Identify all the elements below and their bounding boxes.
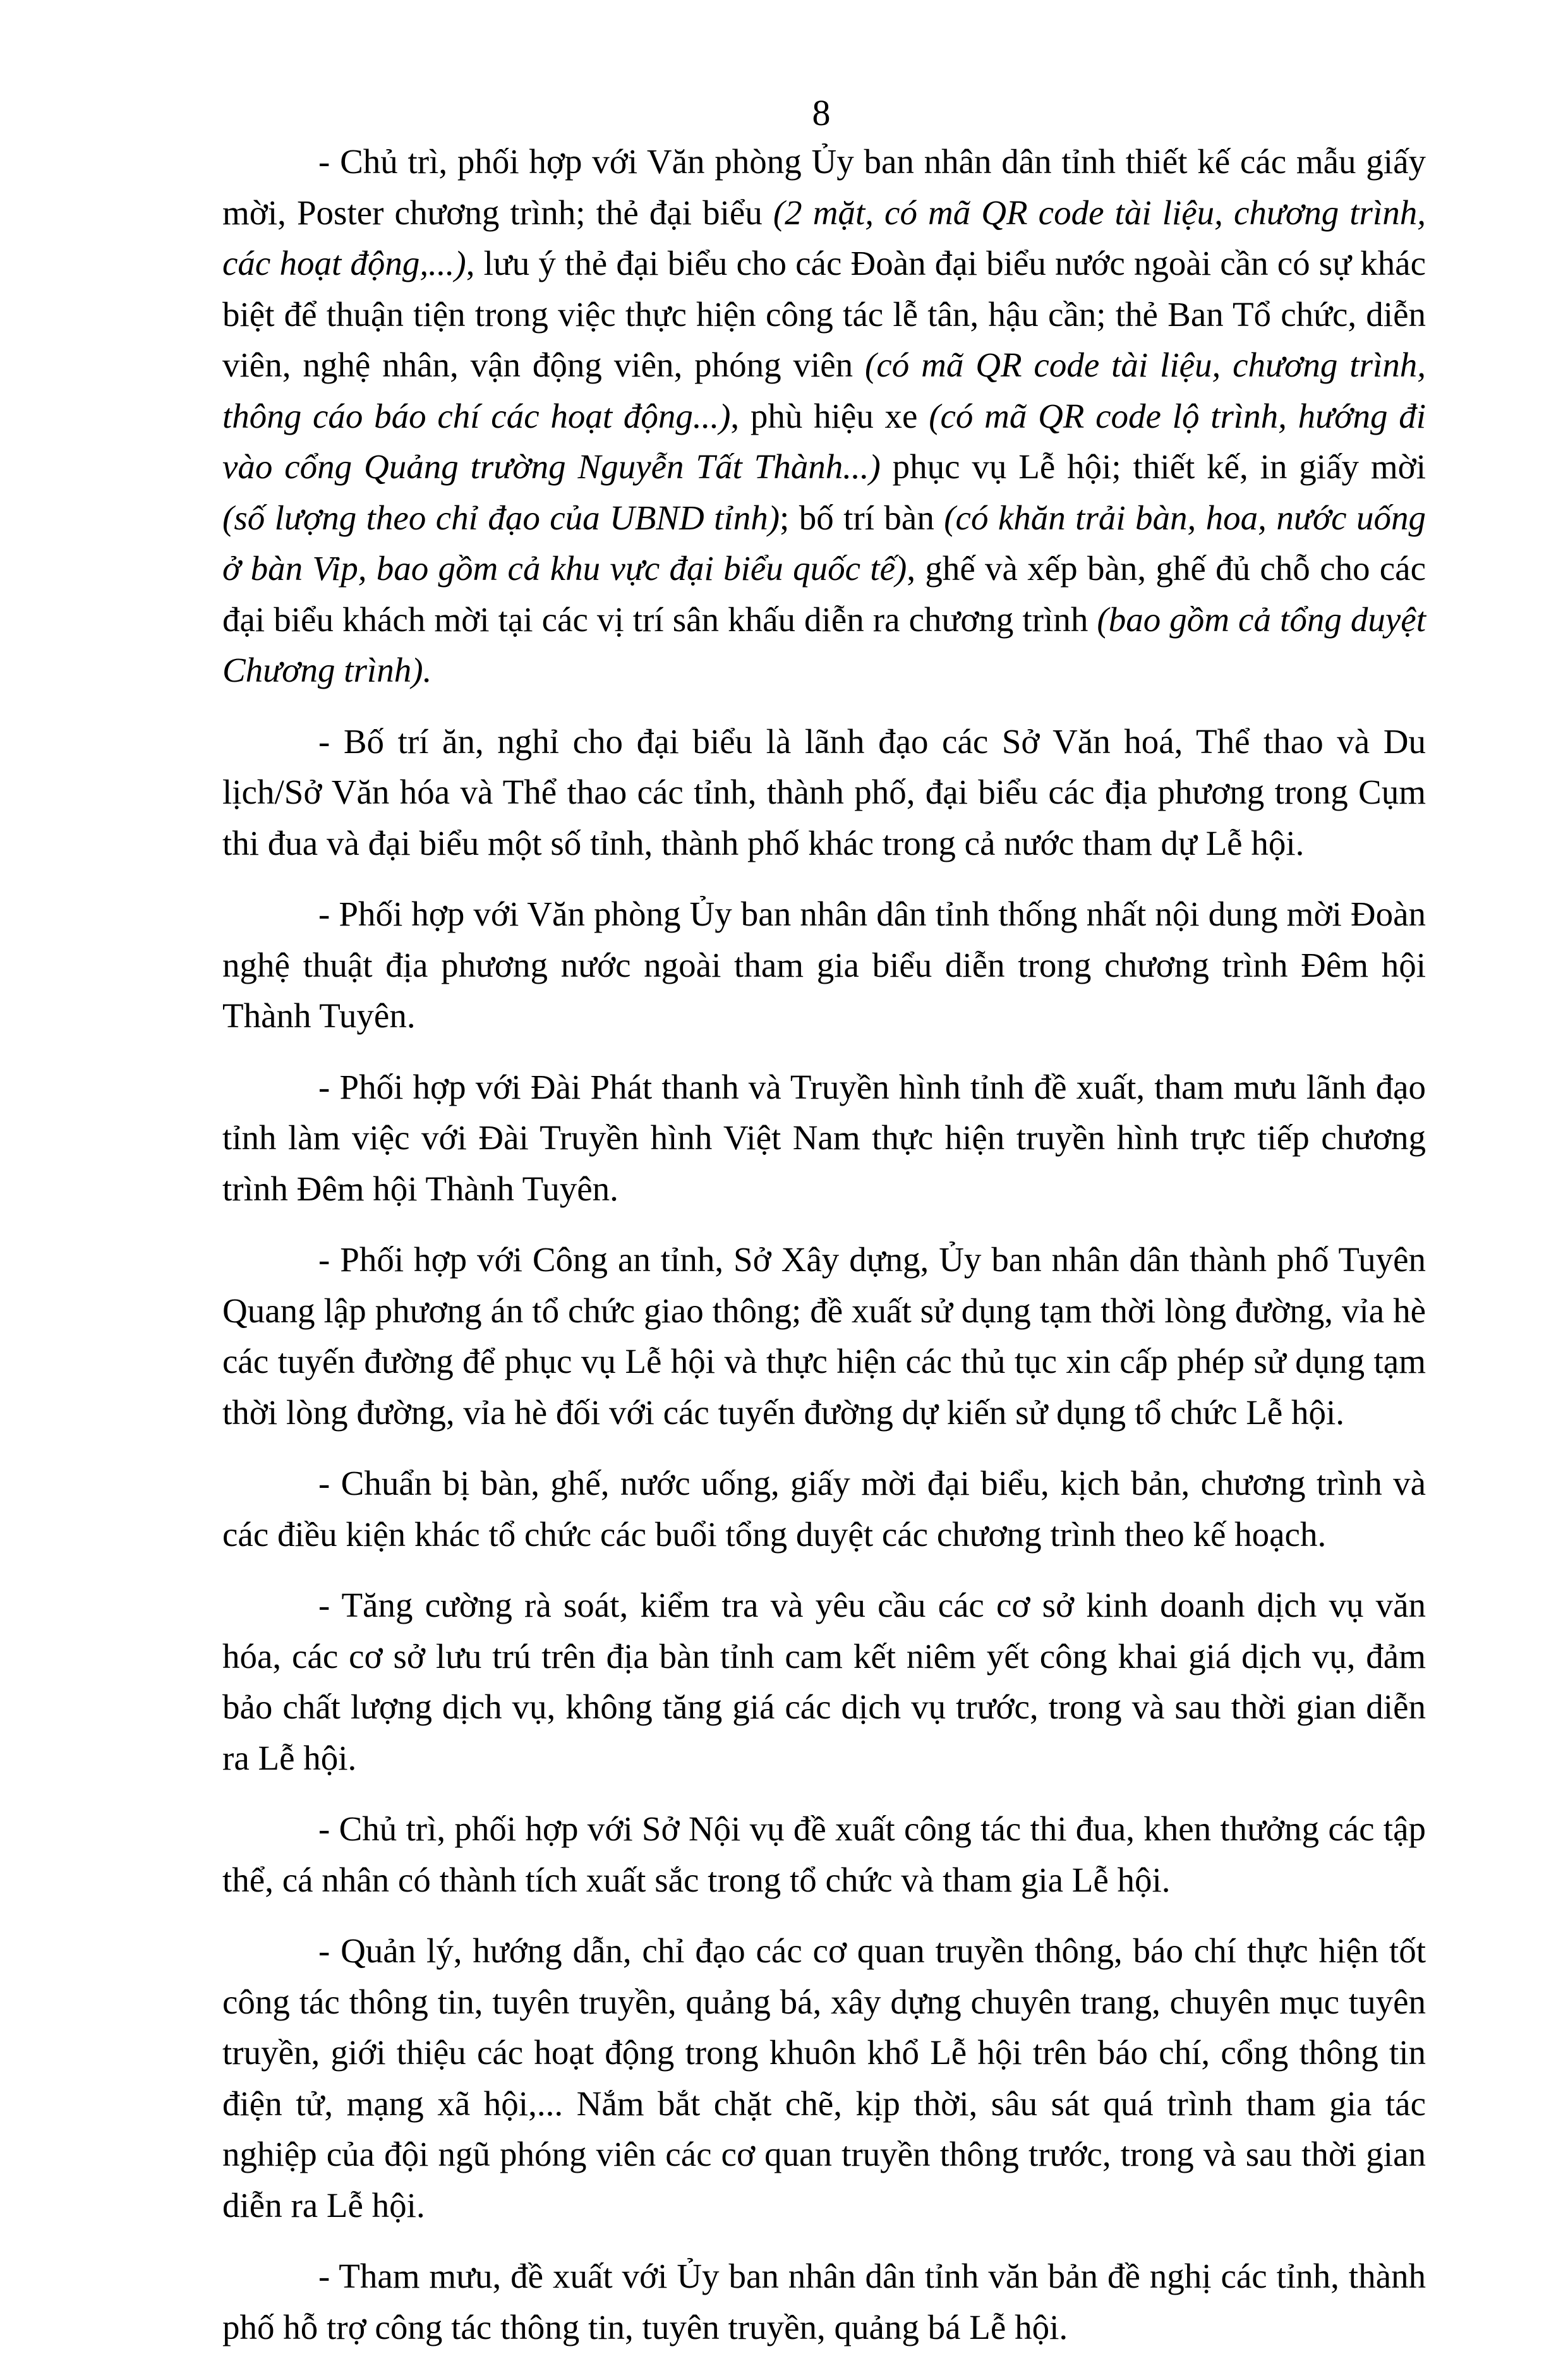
- paragraph: [222, 716, 1426, 869]
- text-segment: - Tham mưu, đề xuất với Ủy ban nhân dân tỉnh văn bản đề nghị các tỉnh, thành phố hỗ trợ công tác thông tin, tuyên truyền, quảng bá Lễ hội.: [222, 2257, 1426, 2346]
- text-segment: , phù hiệu xe: [730, 396, 929, 435]
- italic-text-segment: (bao gồm cả tổng duyệt Chương trình).: [222, 600, 1426, 689]
- text-segment: - Chuẩn bị bàn, ghế, nước uống, giấy mời đại biểu, kịch bản, chương trình và các điều kiện khác tổ chức các buổi tổng duyệt các chương trình theo kế hoạch.: [222, 1464, 1426, 1554]
- paragraph: [222, 1580, 1426, 1784]
- paragraph: [222, 1926, 1426, 2231]
- text-segment: - Quản lý, hướng dẫn, chỉ đạo các cơ quan truyền thông, báo chí thực hiện tốt công tác thông tin, tuyên truyền, quảng bá, xây dựng chuyên trang, chuyên mục tuyên truyền, giới thiệu các hoạt động trong khuôn khổ Lễ hội trên báo chí, cổng thông tin điện tử, mạng xã hội,... Nắm bắt chặt chẽ, kịp thời, sâu sát quá trình tham gia tác nghiệp của đội ngũ phóng viên các cơ quan truyền thông trước, trong và sau thời gian diễn ra Lễ hội.: [222, 1931, 1426, 2225]
- italic-text-segment: (2 mặt, có mã QR code tài liệu, chương trình, các hoạt động,...): [222, 193, 1426, 282]
- italic-text-segment: (có khăn trải bàn, hoa, nước uống ở bàn Vip, bao gồm cả khu vực đại biểu quốc tế): [222, 498, 1426, 588]
- text-segment: , lưu ý thẻ đại biểu cho các Đoàn đại biểu nước ngoài cần có sự khác biệt để thuận tiện trong việc thực hiện công tác lễ tân, hậu cần; thẻ Ban Tổ chức, diễn viên, nghệ nhân, vận động viên, phóng viên: [222, 244, 1426, 384]
- paragraph: [222, 889, 1426, 1042]
- paragraph: [222, 1062, 1426, 1215]
- page-number: 8: [812, 92, 831, 133]
- italic-text-segment: (số lượng theo chỉ đạo của UBND tỉnh): [222, 498, 780, 537]
- document-body: [222, 136, 1426, 2373]
- paragraph: [222, 1804, 1426, 1905]
- italic-text-segment: (có mã QR code tài liệu, chương trình, thông cáo báo chí các hoạt động...): [222, 346, 1426, 435]
- paragraph: [222, 2251, 1426, 2353]
- text-segment: phục vụ Lễ hội; thiết kế, in giấy mời: [880, 447, 1426, 486]
- text-segment: - Phối hợp với Văn phòng Ủy ban nhân dân tỉnh thống nhất nội dung mời Đoàn nghệ thuật địa phương nước ngoài tham gia biểu diễn trong chương trình Đêm hội Thành Tuyên.: [222, 895, 1426, 1035]
- text-segment: - Phối hợp với Đài Phát thanh và Truyền hình tỉnh đề xuất, tham mưu lãnh đạo tỉnh làm việc với Đài Truyền hình Việt Nam thực hiện truyền hình trực tiếp chương trình Đêm hội Thành Tuyên.: [222, 1067, 1426, 1208]
- text-segment: - Phối hợp với Công an tỉnh, Sở Xây dựng, Ủy ban nhân dân thành phố Tuyên Quang lập phương án tổ chức giao thông; đề xuất sử dụng tạm thời lòng đường, vỉa hè các tuyến đường để phục vụ Lễ hội và thực hiện các thủ tục xin cấp phép sử dụng tạm thời lòng đường, vỉa hè đối với các tuyến đường dự kiến sử dụng tổ chức Lễ hội.: [222, 1240, 1426, 1432]
- paragraph: [222, 1458, 1426, 1560]
- paragraph: [222, 136, 1426, 696]
- italic-text-segment: (có mã QR code lộ trình, hướng đi vào cổng Quảng trường Nguyễn Tất Thành...): [222, 396, 1426, 486]
- text-segment: ; bố trí bàn: [780, 498, 944, 537]
- paragraph: [222, 1235, 1426, 1438]
- text-segment: - Chủ trì, phối hợp với Văn phòng Ủy ban nhân dân tỉnh thiết kế các mẫu giấy mời, Poster chương trình; thẻ đại biểu: [222, 142, 1426, 232]
- text-segment: - Chủ trì, phối hợp với Sở Nội vụ đề xuất công tác thi đua, khen thưởng các tập thể, cá nhân có thành tích xuất sắc trong tổ chức và tham gia Lễ hội.: [222, 1809, 1426, 1899]
- text-segment: - Tăng cường rà soát, kiểm tra và yêu cầu các cơ sở kinh doanh dịch vụ văn hóa, các cơ sở lưu trú trên địa bàn tỉnh cam kết niêm yết công khai giá dịch vụ, đảm bảo chất lượng dịch vụ, không tăng giá các dịch vụ trước, trong và sau thời gian diễn ra Lễ hội.: [222, 1586, 1426, 1777]
- text-segment: , ghế và xếp bàn, ghế đủ chỗ cho các đại biểu khách mời tại các vị trí sân khấu diễn ra chương trình: [222, 549, 1426, 639]
- text-segment: - Bố trí ăn, nghỉ cho đại biểu là lãnh đạo các Sở Văn hoá, Thể thao và Du lịch/Sở Văn hóa và Thể thao các tỉnh, thành phố, đại biểu các địa phương trong Cụm thi đua và đại biểu một số tỉnh, thành phố khác trong cả nước tham dự Lễ hội.: [222, 722, 1426, 862]
